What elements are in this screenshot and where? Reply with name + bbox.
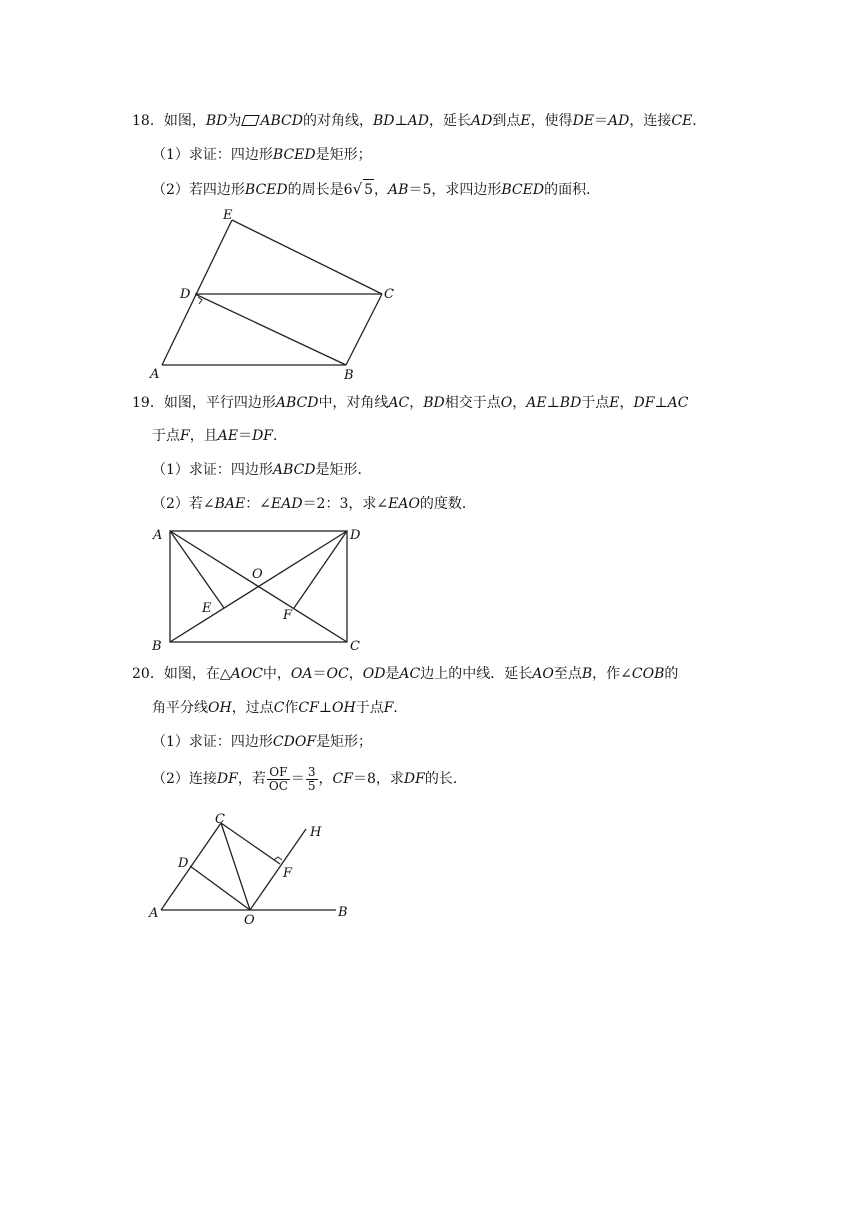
point-label-d: D — [180, 287, 191, 302]
right-angle-mark — [274, 857, 282, 860]
segment-cf — [221, 823, 280, 864]
point-label-o: O — [252, 567, 263, 582]
problem-19-part-2: （2）若∠BAE：∠EAD＝2：3，求∠EAO的度数． — [152, 496, 476, 512]
problem-18-part-1: （1）求证：四边形BCED是矩形； — [152, 147, 372, 163]
problem-18-part-2: （2）若四边形BCED的周长是6√ 5，AB＝5，求四边形BCED的面积． — [152, 180, 601, 198]
point-label-d: D — [350, 528, 361, 543]
point-label-f: F — [283, 866, 293, 881]
problem-20-part-1: （1）求证：四边形CDOF是矩形； — [152, 734, 373, 750]
point-label-b: B — [344, 368, 354, 383]
problem-19-part-1: （1）求证：四边形ABCD是矩形． — [152, 462, 372, 478]
point-label-a: A — [153, 528, 163, 543]
segment-co — [221, 823, 250, 910]
problem-number: 20． — [132, 666, 164, 682]
point-label-d: D — [178, 856, 189, 871]
problem-20-stem-line-2: 角平分线OH，过点C作CF⊥OH于点F． — [152, 700, 408, 716]
point-label-b: B — [152, 639, 162, 654]
problem-number: 19． — [132, 395, 164, 411]
point-label-h: H — [310, 825, 322, 840]
point-label-c: C — [384, 287, 394, 302]
point-label-a: A — [150, 367, 160, 382]
problem-19-stem-line-1: 19．如图，平行四边形ABCD中，对角线AC，BD相交于点O，AE⊥BD于点E，DF⊥AC — [132, 395, 689, 411]
point-label-o: O — [244, 913, 255, 928]
point-label-c: C — [215, 812, 225, 827]
point-label-b: B — [338, 905, 348, 920]
fraction-of-over-oc: $\frac{OF}{OC}$ — [268, 764, 288, 793]
segment-do — [190, 866, 250, 910]
problem-20-stem-line-1: 20．如图，在△AOC中，OA＝OC，OD是AC边上的中线．延长AO至点B，作∠COB的 — [132, 666, 679, 682]
point-label-e: E — [202, 601, 212, 616]
problem-number: 18． — [132, 113, 164, 129]
fraction-value: $\frac{3}{5}$ — [307, 764, 316, 793]
ray-oh — [250, 829, 306, 910]
point-label-a: A — [149, 906, 159, 921]
point-label-c: C — [350, 639, 360, 654]
problem-20-part-2: （2）连接DF，若 $\frac{OF}{OC}$ ＝ $\frac{3}{5}$ ，CF＝8，求DF的长． — [152, 764, 467, 793]
problem-18-stem: 18．如图，BD为 ABCD的对角线，BD⊥AD，延长AD到点E，使得DE＝AD，连接CE． — [132, 113, 707, 129]
problem-19-stem-line-2: 于点F，且AE＝DF． — [152, 428, 288, 444]
point-label-f: F — [283, 608, 293, 623]
point-label-e: E — [223, 208, 233, 223]
